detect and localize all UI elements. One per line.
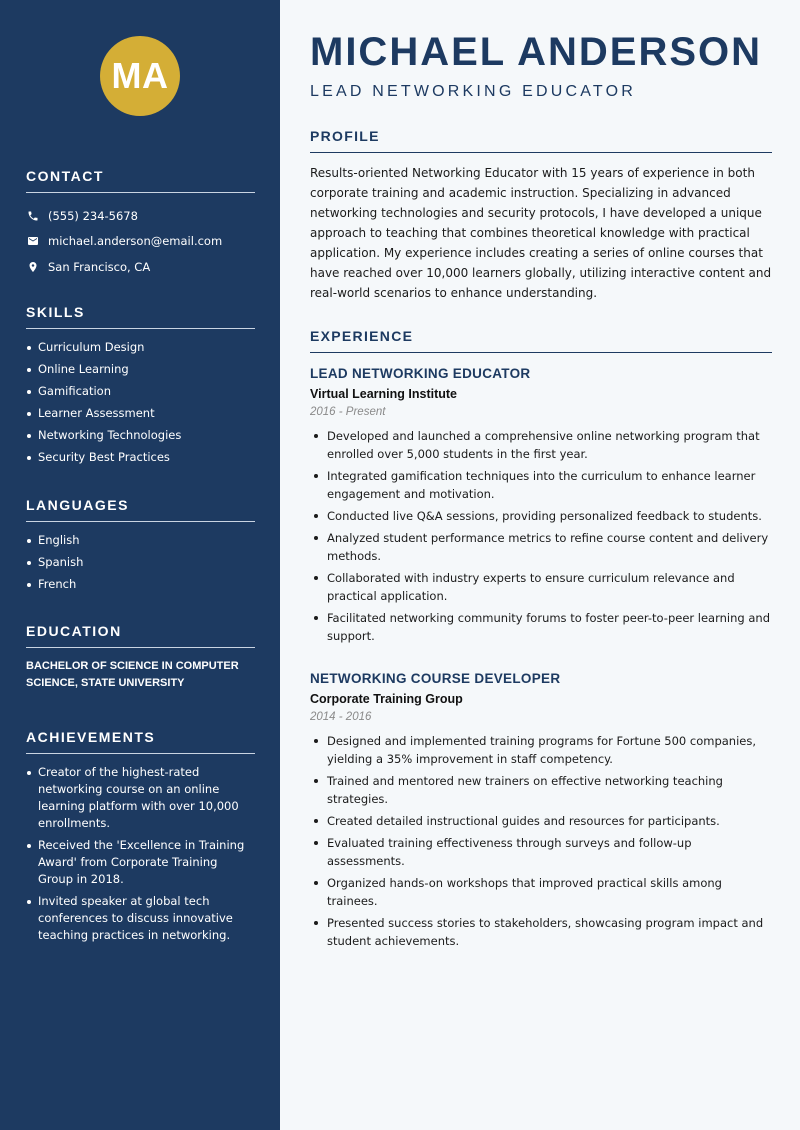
list-item: Collaborated with industry experts to ensure curriculum relevance and practical application.	[310, 569, 772, 605]
location-pin-icon	[26, 260, 40, 274]
list-item: Received the 'Excellence in Training Award' from Corporate Training Group in 2018.	[26, 837, 255, 888]
languages-list	[26, 532, 255, 593]
job-role: NETWORKING COURSE DEVELOPER	[310, 671, 561, 686]
profile-text: Results-oriented Networking Educator with 15 years of experience in both corporate training and academic instruction. Specializing in advanced networking technologies and security protocols, I have developed a unique approach to teaching that combines theoretical knowledge with practical application. My experience includes creating a series of online courses that have reached over 10,000 learners globally, utilizing interactive content and real-world scenarios to enhance understanding.	[310, 166, 772, 300]
list-item: English	[26, 532, 255, 549]
job-dates: 2014 - 2016	[310, 711, 372, 723]
list-item: Gamification	[26, 383, 255, 400]
skills-title: SKILLS	[26, 304, 255, 329]
job-role: LEAD NETWORKING EDUCATOR	[310, 366, 531, 381]
languages-title: LANGUAGES	[26, 497, 255, 522]
skills-list	[26, 339, 255, 466]
list-item: Evaluated training effectiveness through surveys and follow-up assessments.	[310, 834, 772, 870]
job-dates: 2016 - Present	[310, 406, 386, 418]
list-item: Learner Assessment	[26, 405, 255, 422]
list-item: Facilitated networking community forums to foster peer-to-peer learning and support.	[310, 609, 772, 645]
list-item: Conducted live Q&A sessions, providing personalized feedback to students.	[310, 507, 772, 525]
languages-section	[26, 497, 255, 598]
list-item: French	[26, 576, 255, 593]
phone-icon	[26, 209, 40, 223]
profile-section	[310, 128, 772, 303]
avatar: MA	[100, 36, 180, 116]
list-item: Presented success stories to stakeholders, showcasing program impact and student achievements.	[310, 914, 772, 950]
experience-section	[310, 328, 772, 353]
profile-title: PROFILE	[310, 128, 772, 153]
contact-title: CONTACT	[26, 168, 255, 193]
list-item: Spanish	[26, 554, 255, 571]
phone-text: (555) 234-5678	[48, 208, 138, 223]
page-title: MICHAEL ANDERSON	[310, 30, 763, 74]
achievements-title: ACHIEVEMENTS	[26, 729, 255, 754]
job-bullets	[310, 427, 772, 645]
list-item: Online Learning	[26, 361, 255, 378]
skills-section	[26, 304, 255, 471]
education-section	[26, 623, 255, 692]
list-item: Curriculum Design	[26, 339, 255, 356]
list-item: Trained and mentored new trainers on effective networking teaching strategies.	[310, 772, 772, 808]
experience-title: EXPERIENCE	[310, 328, 772, 353]
list-item: Created detailed instructional guides and resources for participants.	[310, 812, 772, 830]
list-item: Integrated gamification techniques into the curriculum to enhance learner engagement and motivation.	[310, 467, 772, 503]
contact-phone[interactable]	[26, 203, 255, 229]
education-degree: BACHELOR OF SCIENCE IN COMPUTER SCIENCE, STATE UNIVERSITY	[26, 660, 239, 689]
email-text: michael.anderson@email.com	[48, 234, 223, 249]
list-item: Creator of the highest-rated networking course on an online learning platform with over 10,000 enrollments.	[26, 764, 255, 832]
list-item: Developed and launched a comprehensive online networking program that enrolled over 5,000 students in the first year.	[310, 427, 772, 463]
job-company: Corporate Training Group	[310, 692, 463, 706]
job-company: Virtual Learning Institute	[310, 387, 458, 401]
job-entry	[310, 366, 772, 649]
list-item: Networking Technologies	[26, 427, 255, 444]
sidebar	[0, 0, 280, 1130]
contact-location	[26, 254, 255, 280]
contact-section	[26, 168, 255, 280]
list-item: Security Best Practices	[26, 449, 255, 466]
education-title: EDUCATION	[26, 623, 255, 648]
job-bullets	[310, 732, 772, 950]
list-item: Invited speaker at global tech conferences to discuss innovative teaching practices in networking.	[26, 893, 255, 944]
email-icon	[26, 234, 40, 248]
list-item: Designed and implemented training programs for Fortune 500 companies, yielding a 35% improvement in staff competency.	[310, 732, 772, 768]
achievements-section	[26, 729, 255, 949]
achievements-list	[26, 764, 255, 944]
location-text: San Francisco, CA	[48, 259, 151, 274]
job-title: LEAD NETWORKING EDUCATOR	[310, 83, 637, 100]
job-entry	[310, 671, 772, 954]
list-item: Analyzed student performance metrics to refine course content and delivery methods.	[310, 529, 772, 565]
contact-email[interactable]	[26, 229, 255, 255]
list-item: Organized hands-on workshops that improved practical skills among trainees.	[310, 874, 772, 910]
